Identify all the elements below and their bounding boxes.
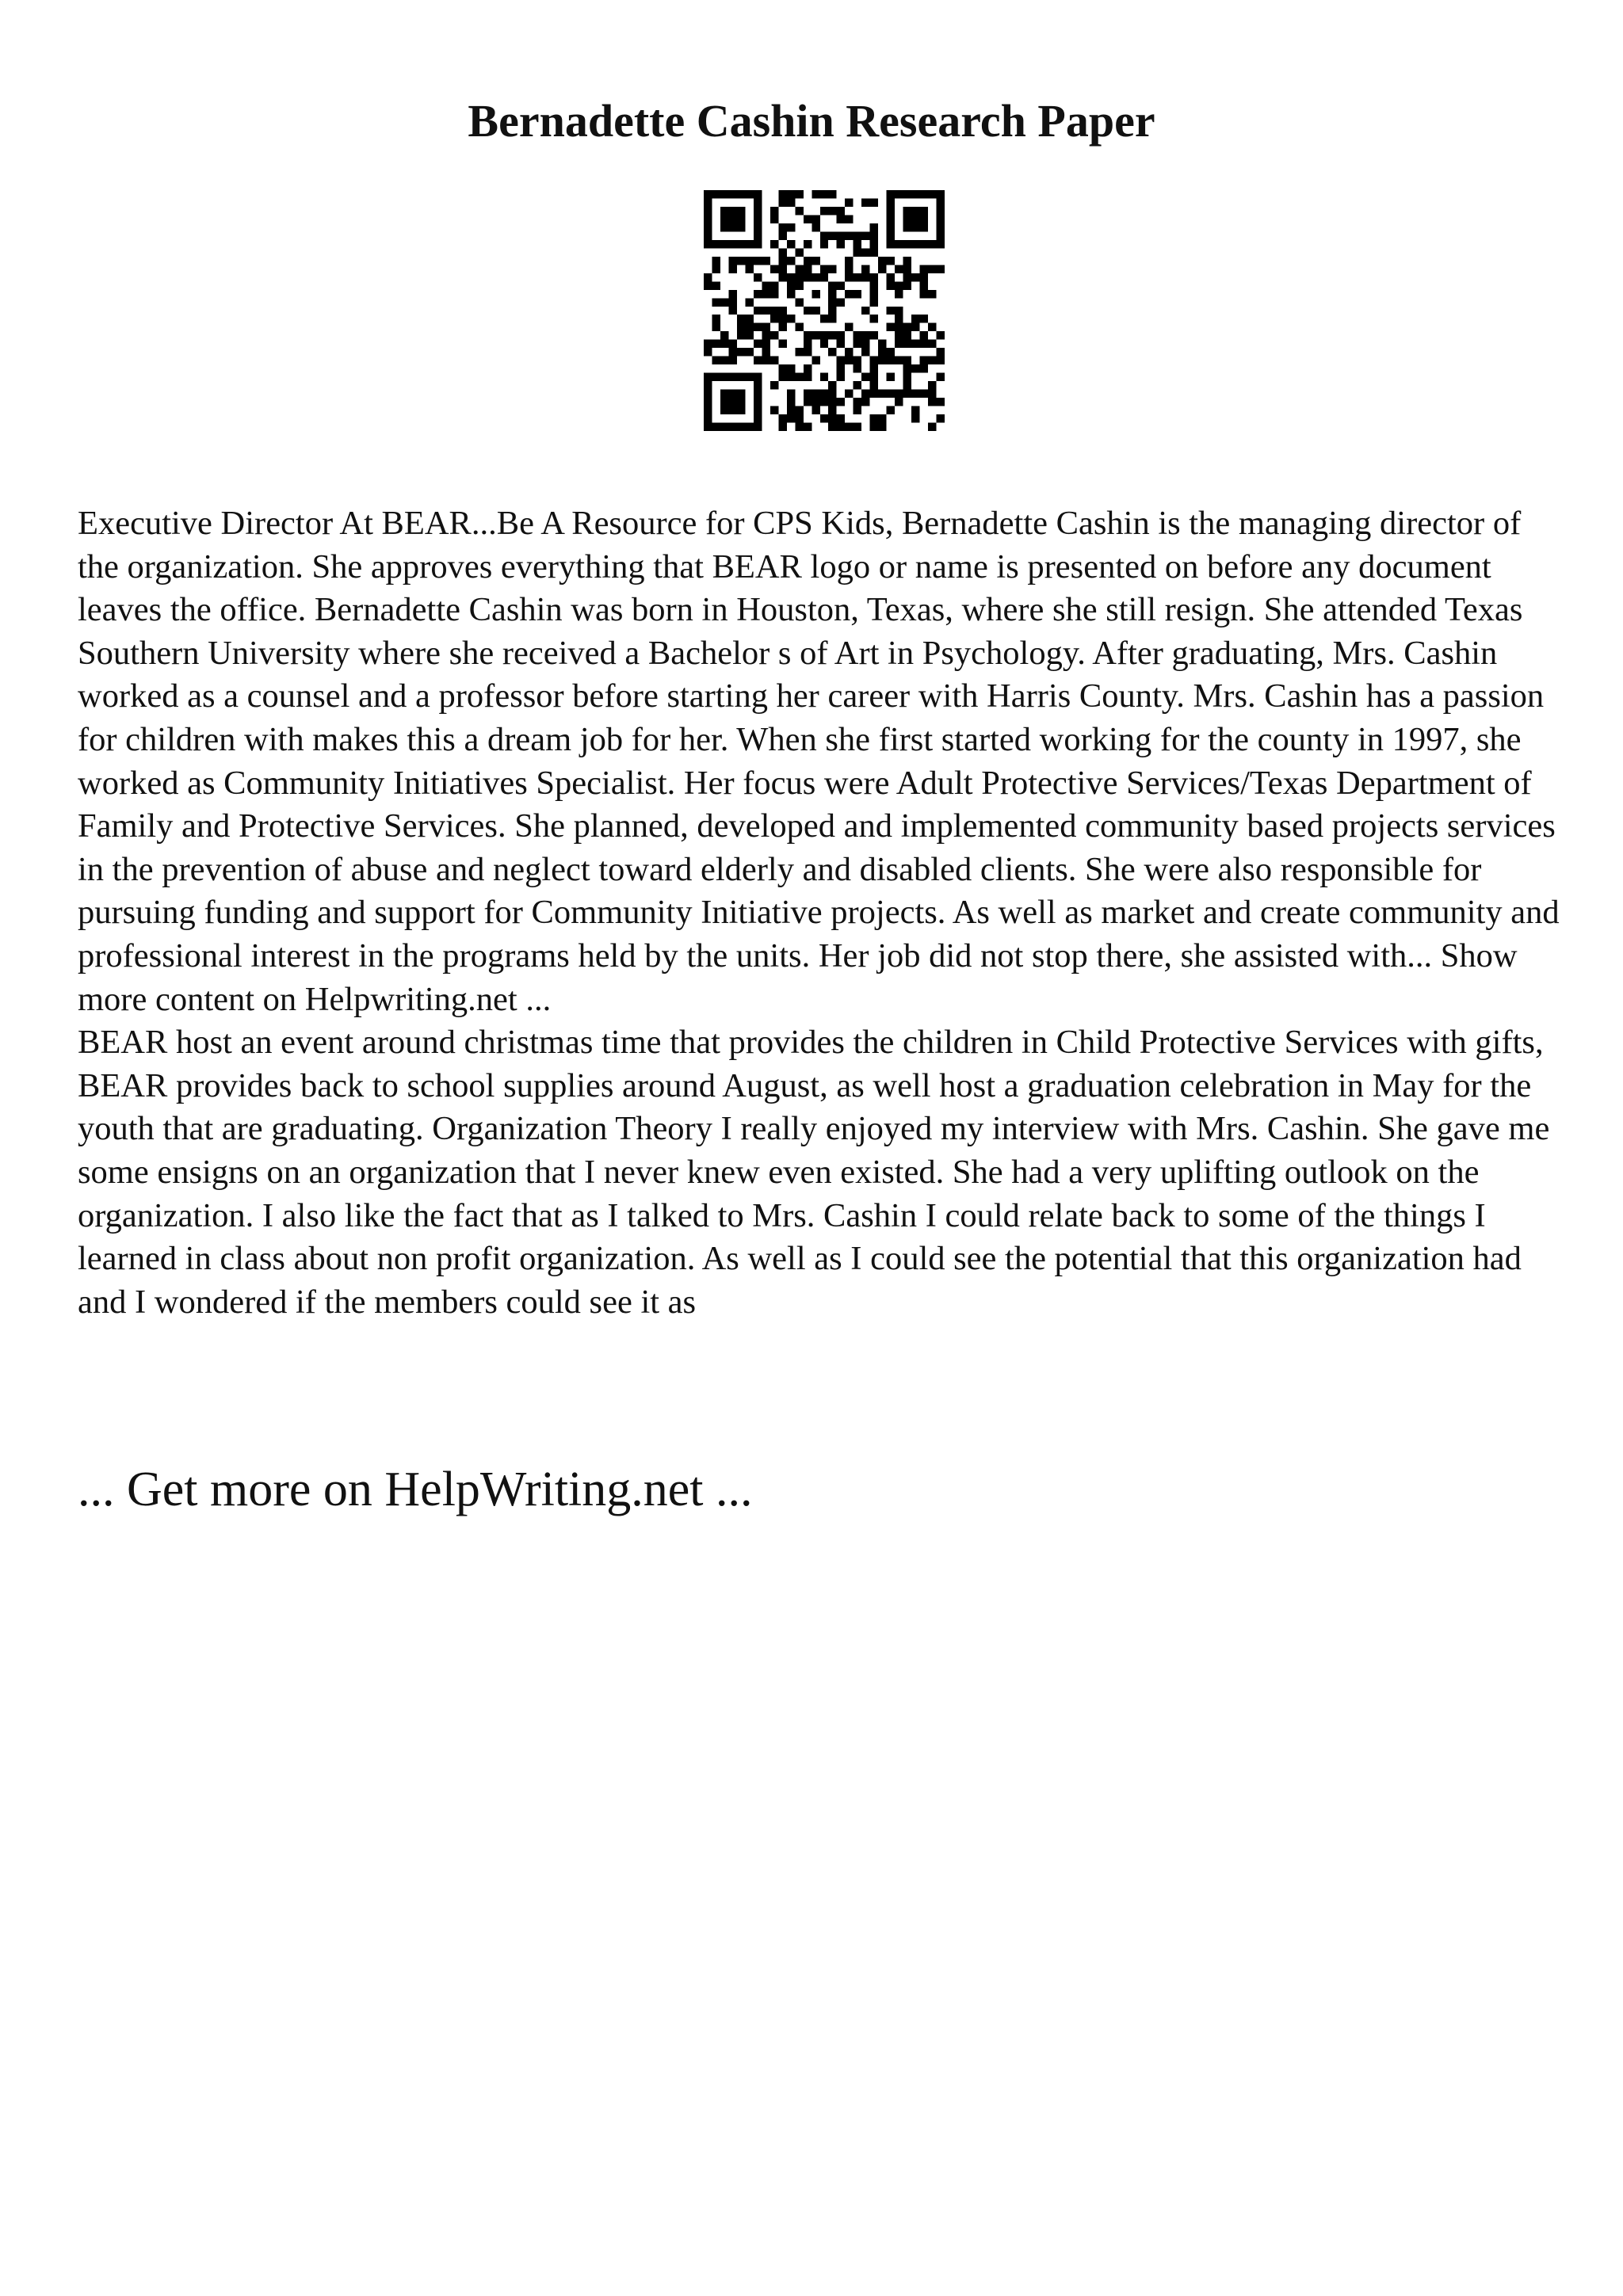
body-paragraph: BEAR host an event around christmas time that provides the children in Child Protective Services with gifts, BEAR provides back to school supplies around August, as well host a graduation celebration in May for the youth that are graduating. Organization Theory I really enjoyed my interview with Mrs. Cashin. She gave me some ensigns on an organization that I never knew even existed. She had a very uplifting outlook on the organization. I also like the fact that as I talked to Mrs. Cashin I could relate back to some of the things I learned in class about non profit organization. As well as I could see the potential that this organization had and I wondered if the members could see it as xyxy=(78,1024,1550,1321)
body-paragraph: Executive Director At BEAR...Be A Resource for CPS Kids, Bernadette Cashin is the managing director of the organization. She approves everything that BEAR logo or name is presented on before any document leaves the office. Bernadette Cashin was born in Houston, Texas, where she still resign. She attended Texas Southern University where she received a Bachelor s of Art in Psychology. After graduating, Mrs. Cashin worked as a counsel and a professor before starting her career with Harris County. Mrs. Cashin has a passion for children with makes this a dream job for her. When she first started working for the county in 1997, she worked as Community Initiatives Specialist. Her focus were Adult Protective Services/Texas Department of Family and Protective Services. She planned, developed and implemented community based projects services in the prevention of abuse and neglect toward elderly and disabled clients. She were also responsible for pursuing funding and support for Community Initiative projects. As well as market and create community and professional interest in the programs held by the units. Her job did not stop there, she assisted with... Show more content on Helpwriting.net ... xyxy=(78,505,1560,1018)
qr-code-icon xyxy=(704,190,945,431)
get-more-link[interactable]: ... Get more on HelpWriting.net ... xyxy=(78,1463,753,1516)
document-body xyxy=(78,502,1568,1324)
page-title: Bernadette Cashin Research Paper xyxy=(468,95,1155,147)
